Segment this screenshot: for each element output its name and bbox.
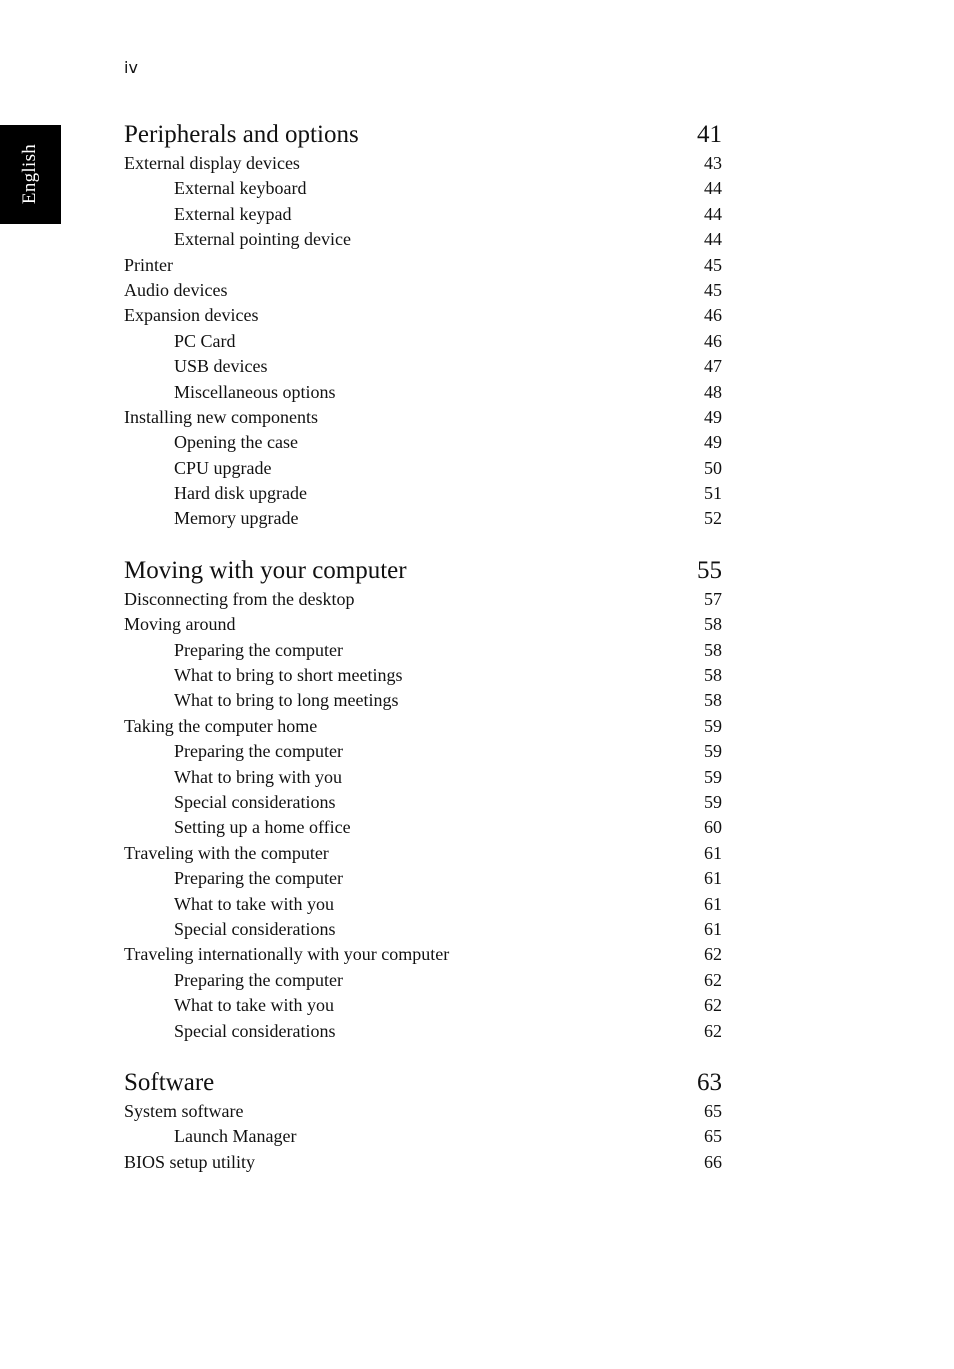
entry-title: Special considerations [174,1020,336,1041]
entry-page-number: 47 [704,356,722,377]
entry-page-number: 59 [704,766,722,787]
toc-subentry[interactable] [124,739,722,764]
entry-page-number: 57 [704,588,722,609]
entry-page-number: 61 [704,842,722,863]
section-page-number: 63 [697,1068,722,1096]
toc-entry[interactable] [124,151,722,176]
toc-subentry[interactable] [124,688,722,713]
entry-page-number: 58 [704,690,722,711]
toc-subentry[interactable] [124,481,722,506]
toc-section [124,118,722,532]
toc-section [124,554,722,1044]
entry-title: Memory upgrade [174,508,299,529]
entry-title: CPU upgrade [174,457,272,478]
entry-title: Miscellaneous options [174,381,336,402]
side-tab-label: English [19,143,40,205]
entry-page-number: 48 [704,381,722,402]
entry-page-number: 61 [704,918,722,939]
entry-page-number: 45 [704,279,722,300]
toc-subentry[interactable] [124,917,722,942]
toc-subentry[interactable] [124,329,722,354]
toc-entry[interactable] [124,278,722,303]
entry-page-number: 58 [704,665,722,686]
toc-subentry[interactable] [124,790,722,815]
entry-title: What to bring to long meetings [174,690,399,711]
entry-title: External keypad [174,203,292,224]
toc-subentry[interactable] [124,354,722,379]
entry-page-number: 49 [704,432,722,453]
toc-subentry[interactable] [124,202,722,227]
entry-page-number: 44 [704,229,722,250]
entry-page-number: 50 [704,457,722,478]
toc-entry[interactable] [124,405,722,430]
entry-page-number: 59 [704,741,722,762]
entry-title: Preparing the computer [174,639,343,660]
entry-title: Preparing the computer [174,868,343,889]
section-heading[interactable] [124,118,722,151]
toc-subentry[interactable] [124,892,722,917]
entry-page-number: 65 [704,1126,722,1147]
entry-title: What to take with you [174,893,334,914]
entry-page-number: 43 [704,153,722,173]
toc-subentry[interactable] [124,815,722,840]
entry-page-number: 46 [704,305,722,326]
toc-entry[interactable] [124,587,722,612]
entry-title: External display devices [124,153,300,173]
section-title: Peripherals and options [124,121,359,148]
section-heading[interactable] [124,554,722,587]
entry-title: What to bring with you [174,766,342,787]
toc-entry[interactable] [124,303,722,328]
entry-title: Audio devices [124,279,228,300]
toc-subentry[interactable] [124,380,722,405]
entry-page-number: 49 [704,406,722,427]
entry-title: Preparing the computer [174,969,343,990]
entry-page-number: 46 [704,330,722,351]
entry-title: Moving around [124,614,236,635]
toc-entry[interactable] [124,714,722,739]
entry-page-number: 52 [704,508,722,529]
entry-page-number: 62 [704,969,722,990]
entry-page-number: 61 [704,868,722,889]
entry-page-number: 58 [704,614,722,635]
toc-subentry[interactable] [124,993,722,1018]
entry-title: System software [124,1100,244,1121]
toc-subentry[interactable] [124,866,722,891]
entry-title: Taking the computer home [124,715,318,736]
toc-subentry[interactable] [124,638,722,663]
section-page-number: 41 [697,121,722,148]
table-of-contents [124,118,722,1197]
entry-page-number: 44 [704,203,722,224]
entry-title: Setting up a home office [174,817,351,838]
entry-title: Hard disk upgrade [174,483,307,504]
entry-title: Traveling internationally with your computer [124,944,450,965]
entry-title: Traveling with the computer [124,842,329,863]
entry-page-number: 60 [704,817,722,838]
entry-title: Installing new components [124,406,318,427]
entry-title: What to take with you [174,995,334,1016]
entry-page-number: 62 [704,1020,722,1041]
language-side-tab [0,125,61,224]
toc-entry[interactable] [124,1150,722,1175]
entry-title: PC Card [174,330,236,351]
toc-subentry[interactable] [124,765,722,790]
toc-subentry[interactable] [124,663,722,688]
entry-page-number: 58 [704,639,722,660]
entry-title: Preparing the computer [174,741,343,762]
toc-entry[interactable] [124,1099,722,1124]
entry-page-number: 62 [704,944,722,965]
entry-page-number: 59 [704,791,722,812]
entry-title: External pointing device [174,229,351,250]
toc-entry[interactable] [124,612,722,637]
entry-page-number: 65 [704,1100,722,1121]
toc-subentry[interactable] [124,227,722,252]
toc-entry[interactable] [124,841,722,866]
toc-subentry[interactable] [124,1019,722,1044]
toc-subentry[interactable] [124,430,722,455]
entry-page-number: 51 [704,483,722,504]
entry-page-number: 45 [704,254,722,275]
toc-subentry[interactable] [124,506,722,531]
entry-title: Expansion devices [124,305,259,326]
entry-title: External keyboard [174,178,307,199]
page-number: iv [124,58,138,77]
toc-entry[interactable] [124,253,722,278]
entry-page-number: 66 [704,1151,722,1172]
section-page-number: 55 [697,556,722,584]
entry-title: USB devices [174,356,268,377]
entry-title: Disconnecting from the desktop [124,588,355,609]
entry-page-number: 44 [704,178,722,199]
toc-subentry[interactable] [124,456,722,481]
entry-title: Printer [124,254,173,275]
entry-title: BIOS setup utility [124,1151,256,1172]
entry-title: Launch Manager [174,1126,297,1147]
toc-subentry[interactable] [124,968,722,993]
section-title: Moving with your computer [124,556,407,584]
toc-subentry[interactable] [124,1124,722,1149]
section-title: Software [124,1068,215,1096]
entry-page-number: 62 [704,995,722,1016]
toc-subentry[interactable] [124,176,722,201]
section-heading[interactable] [124,1066,722,1099]
entry-title: Special considerations [174,918,336,939]
entry-title: Opening the case [174,432,298,453]
entry-page-number: 61 [704,893,722,914]
entry-title: What to bring to short meetings [174,665,403,686]
entry-page-number: 59 [704,715,722,736]
toc-section [124,1066,722,1175]
entry-title: Special considerations [174,791,336,812]
toc-entry[interactable] [124,942,722,967]
